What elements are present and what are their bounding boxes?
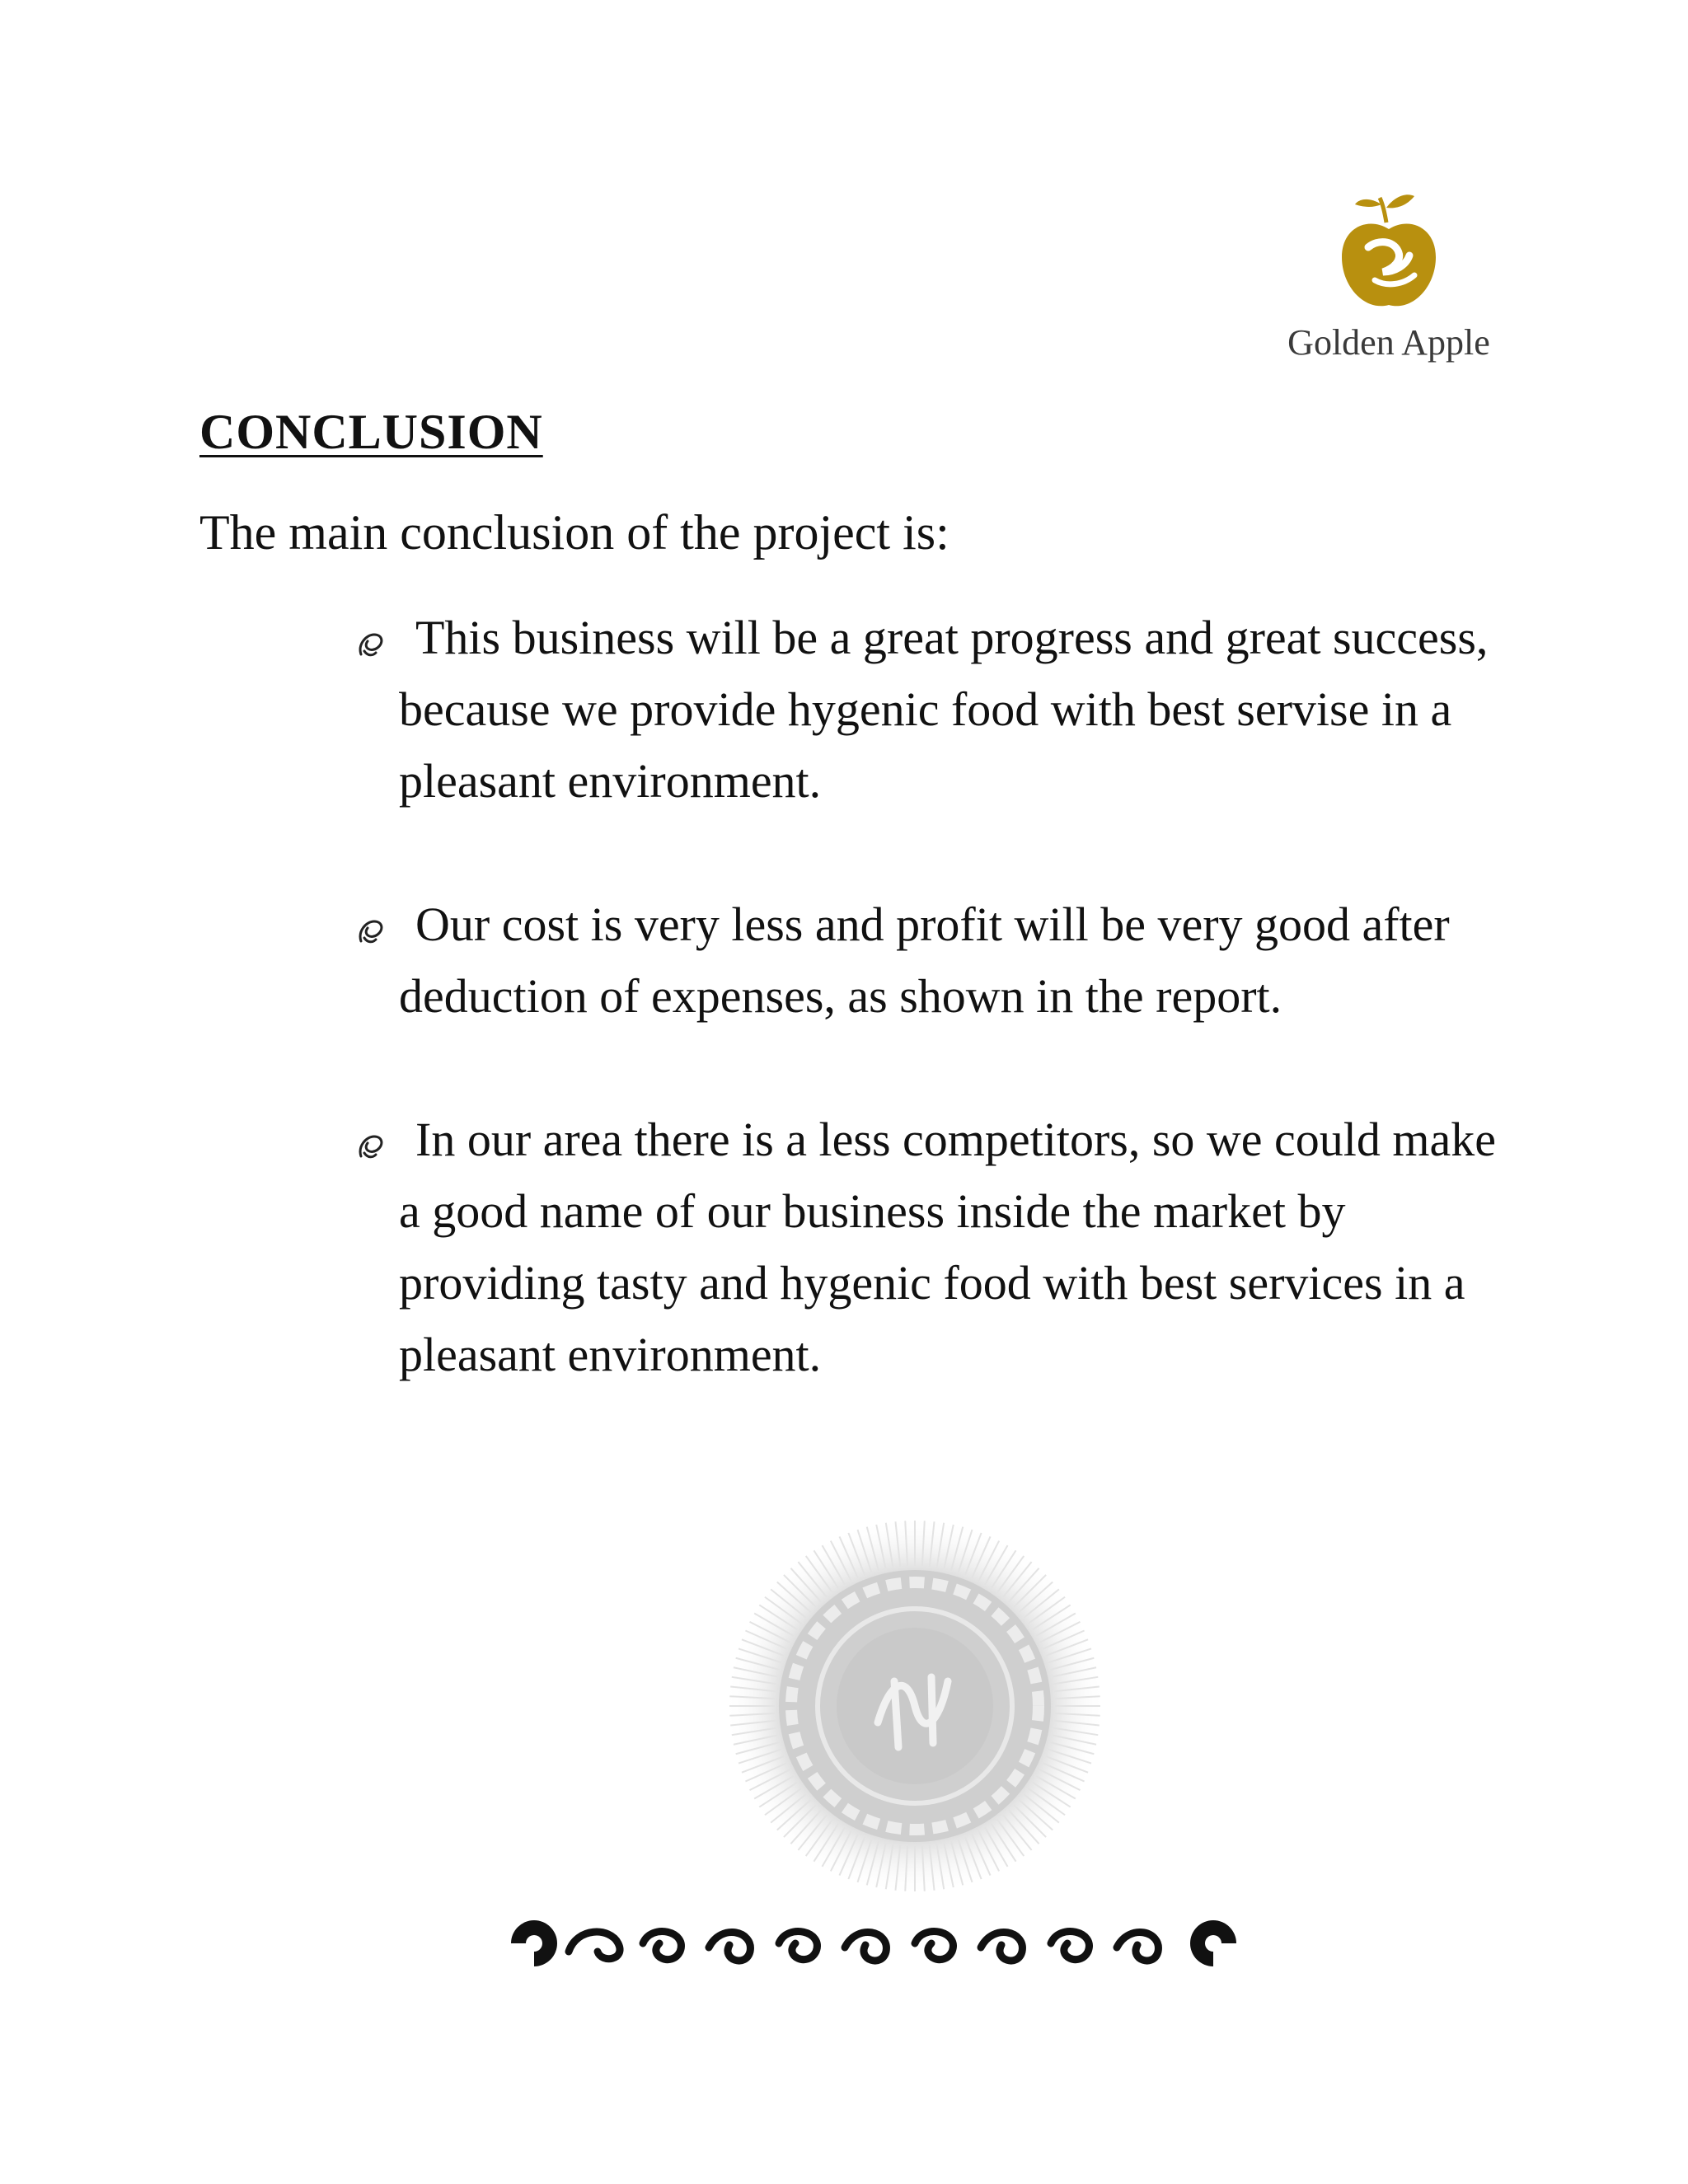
golden-apple-logo [1282, 190, 1496, 371]
ornamental-divider-image [503, 1910, 1245, 1976]
conclusion-list [354, 602, 1508, 1462]
list-item [354, 888, 1508, 1032]
calligraphy-seal-image [692, 1516, 1137, 1896]
page-title: CONCLUSION [199, 405, 543, 459]
logo-text: Golden Apple [1287, 322, 1490, 363]
ornate-bullet-icon [354, 913, 387, 946]
intro-text: The main conclusion of the project is: [199, 505, 950, 560]
bullet-text: Our cost is very less and profit will be very good after deduction of expenses, as shown in the report. [399, 898, 1450, 1023]
ornate-bullet-icon [354, 1128, 387, 1161]
bullet-text: This business will be a great progress and great success, because we provide hygenic food with best servise in a pleasant environment. [399, 611, 1489, 808]
apple-logo-icon [1335, 190, 1442, 321]
list-item [354, 1104, 1508, 1390]
list-item [354, 602, 1508, 817]
ornate-bullet-icon [354, 626, 387, 659]
bullet-text: In our area there is a less competitors, so we could make a good name of our business inside the market by providing tasty and hygenic food with best services in a pleasant environment. [399, 1113, 1497, 1381]
